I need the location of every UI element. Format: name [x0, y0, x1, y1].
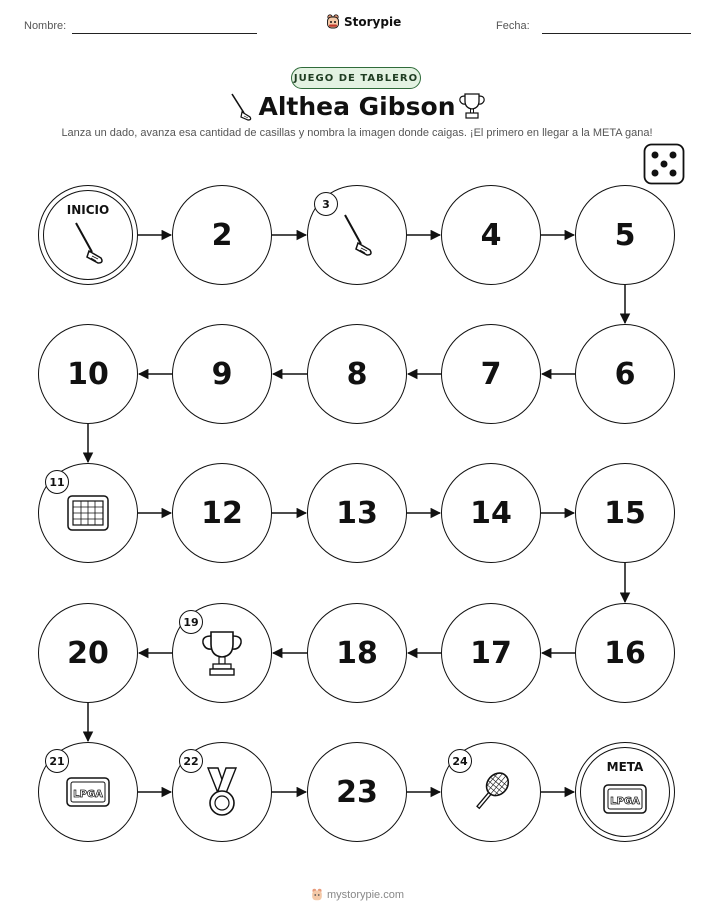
board-space-3 [307, 185, 407, 285]
board-space-18 [307, 603, 407, 703]
space-number: 18 [336, 635, 378, 671]
golf-club-icon [39, 220, 137, 266]
space-number: 13 [336, 495, 378, 531]
space-number: 7 [480, 356, 502, 392]
brand-name: Storypie [344, 15, 402, 29]
storypie-mascot-icon [310, 888, 324, 902]
space-number: 23 [336, 774, 378, 810]
space-number: 14 [470, 495, 512, 531]
board-space-23 [307, 742, 407, 842]
board-space-16 [575, 603, 675, 703]
instructions: Lanza un dado, avanza esa cantidad de casillas y nombra la imagen donde caigas. ¡El primero en llegar a la META gana! [61, 127, 653, 139]
date-label: Fecha: [496, 20, 530, 32]
board-space-17 [441, 603, 541, 703]
board-space-7 [441, 324, 541, 424]
start-label: INICIO [66, 203, 110, 217]
space-number: 4 [480, 217, 502, 253]
finish-space [575, 742, 675, 842]
board-space-22 [172, 742, 272, 842]
board-space-20 [38, 603, 138, 703]
game-type-pill: JUEGO DE TABLERO [291, 67, 421, 89]
space-number-badge: 19 [179, 610, 203, 634]
lpga-sign-icon [65, 776, 111, 808]
space-number-badge: 22 [179, 749, 203, 773]
board-space-12 [172, 463, 272, 563]
footer-url: mystorypie.com [326, 888, 405, 901]
svg-text:LPGA: LPGA [73, 789, 103, 800]
board-space-19 [172, 603, 272, 703]
finish-label: META [606, 760, 644, 774]
space-number: 6 [614, 356, 636, 392]
lpga-sign-icon [576, 783, 674, 815]
name-label: Nombre: [24, 20, 67, 32]
space-number: 2 [211, 217, 233, 253]
space-number: 12 [201, 495, 243, 531]
space-number: 10 [67, 356, 109, 392]
board-space-14 [441, 463, 541, 563]
space-number: 16 [604, 635, 646, 671]
trophy-icon [199, 628, 245, 678]
board-space-5 [575, 185, 675, 285]
page-title: Althea Gibson [258, 92, 456, 121]
space-number-badge: 24 [448, 749, 472, 773]
scoreboard-icon [65, 493, 111, 533]
footer [0, 888, 714, 902]
space-number-badge: 21 [45, 749, 69, 773]
board-space-11 [38, 463, 138, 563]
board-space-24 [441, 742, 541, 842]
board-space-6 [575, 324, 675, 424]
golf-club-icon [337, 212, 377, 258]
board-space-13 [307, 463, 407, 563]
start-space [38, 185, 138, 285]
board-space-15 [575, 463, 675, 563]
space-number: 17 [470, 635, 512, 671]
space-number-badge: 11 [45, 470, 69, 494]
board-space-4 [441, 185, 541, 285]
board-space-10 [38, 324, 138, 424]
board-space-21 [38, 742, 138, 842]
space-number-badge: 3 [314, 192, 338, 216]
space-number: 5 [614, 217, 636, 253]
tennis-racket-icon [469, 768, 513, 816]
medal-icon [202, 765, 242, 819]
space-number: 15 [604, 495, 646, 531]
space-number: 20 [67, 635, 109, 671]
space-number: 9 [211, 356, 233, 392]
board-space-8 [307, 324, 407, 424]
board-space-9 [172, 324, 272, 424]
board-space-2 [172, 185, 272, 285]
svg-text:LPGA: LPGA [610, 796, 640, 807]
space-number: 8 [346, 356, 368, 392]
